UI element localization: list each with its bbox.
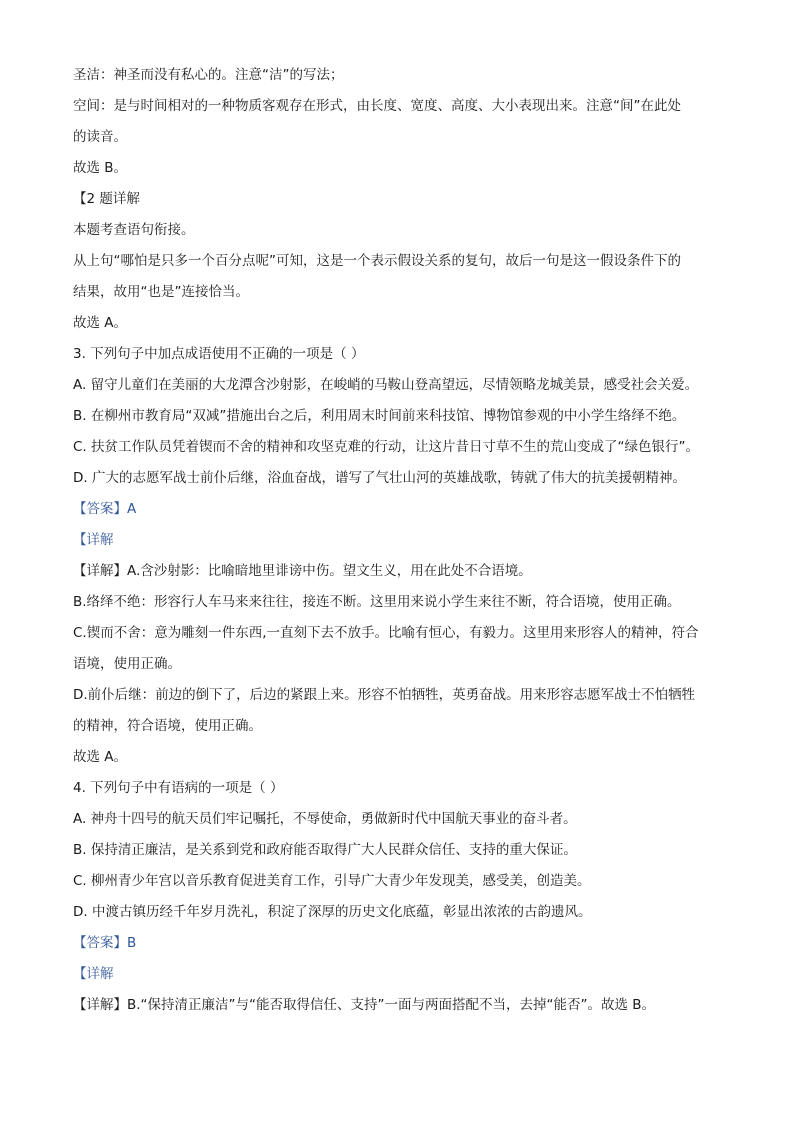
- detail-tag: 【详解: [73, 532, 114, 548]
- text-line: 结果，故用“也是”连接恰当。: [73, 284, 249, 300]
- question-stem: 3. 下列句子中加点成语使用不正确的一项是（ ）: [73, 346, 365, 362]
- detail-line: 【详解】A.含沙射影：比喻暗地里诽谤中伤。望文生义，用在此处不合语境。: [73, 563, 532, 579]
- text-line: 从上句“哪怕是只多一个百分点呢”可知，这是一个表示假设关系的复句，故后一句是这一假设条件下的: [73, 253, 681, 269]
- option-b: B. 在柳州市教育局“双减”措施出台之后，利用周末时间前来科技馆、博物馆参观的中小学生络绎不绝。: [73, 408, 686, 424]
- detail-line: 的精神，符合语境，使用正确。: [73, 718, 262, 734]
- section-heading: 【2 题详解: [73, 191, 140, 207]
- detail-line: D.前仆后继：前边的倒下了，后边的紧跟上来。形容不怕牺牲，英勇奋战。用来形容志愿军战士不怕牺牲: [73, 687, 696, 703]
- text-line: 故选 A。: [73, 315, 128, 331]
- text-line: 故选 A。: [73, 749, 128, 765]
- text-line: 圣洁：神圣而没有私心的。注意“洁”的写法；: [73, 67, 344, 83]
- option-c: C. 柳州青少年宫以音乐教育促进美育工作，引导广大青少年发现美，感受美，创造美。: [73, 873, 591, 889]
- option-c: C. 扶贫工作队员凭着锲而不舍的精神和攻坚克难的行动，让这片昔日寸草不生的荒山变成了“绿色银行”。: [73, 439, 699, 455]
- answer-tag: 【答案】B: [73, 935, 137, 951]
- answer-tag: 【答案】A: [73, 501, 137, 517]
- option-b: B. 保持清正廉洁，是关系到党和政府能否取得广大人民群众信任、支持的重大保证。: [73, 842, 577, 858]
- detail-line: 【详解】B.“保持清正廉洁”与“能否取得信任、支持”一面与两面搭配不当，去掉“能否”。故选 B。: [73, 997, 656, 1013]
- detail-line: B.络绎不绝：形容行人车马来来往往，接连不断。这里用来说小学生来往不断，符合语境，使用正确。: [73, 594, 681, 610]
- text-line: 的读音。: [73, 129, 127, 145]
- text-line: 空间：是与时间相对的一种物质客观存在形式，由长度、宽度、高度、大小表现出来。注意“间”在此处: [73, 98, 681, 114]
- text-line: 本题考查语句衔接。: [73, 222, 195, 238]
- detail-tag: 【详解: [73, 966, 114, 982]
- detail-line: C.锲而不舍：意为雕刻一件东西,一直刻下去不放手。比喻有恒心，有毅力。这里用来形容人的精神，符合: [73, 625, 699, 641]
- option-a: A. 留守儿童们在美丽的大龙潭含沙射影，在峻峭的马鞍山登高望远，尽情领略龙城美景，感受社会关爱。: [73, 377, 699, 393]
- text-line: 故选 B。: [73, 160, 128, 176]
- option-d: D. 广大的志愿军战士前仆后继，浴血奋战，谱写了气壮山河的英雄战歌，铸就了伟大的抗美援朝精神。: [73, 470, 686, 486]
- question-stem: 4. 下列句子中有语病的一项是（ ）: [73, 780, 284, 796]
- option-d: D. 中渡古镇历经千年岁月洗礼，积淀了深厚的历史文化底蕴，彰显出浓浓的古韵遗风。: [73, 904, 592, 920]
- option-a: A. 神舟十四号的航天员们牢记嘱托，不辱使命，勇做新时代中国航天事业的奋斗者。: [73, 811, 577, 827]
- detail-line: 语境，使用正确。: [73, 656, 181, 672]
